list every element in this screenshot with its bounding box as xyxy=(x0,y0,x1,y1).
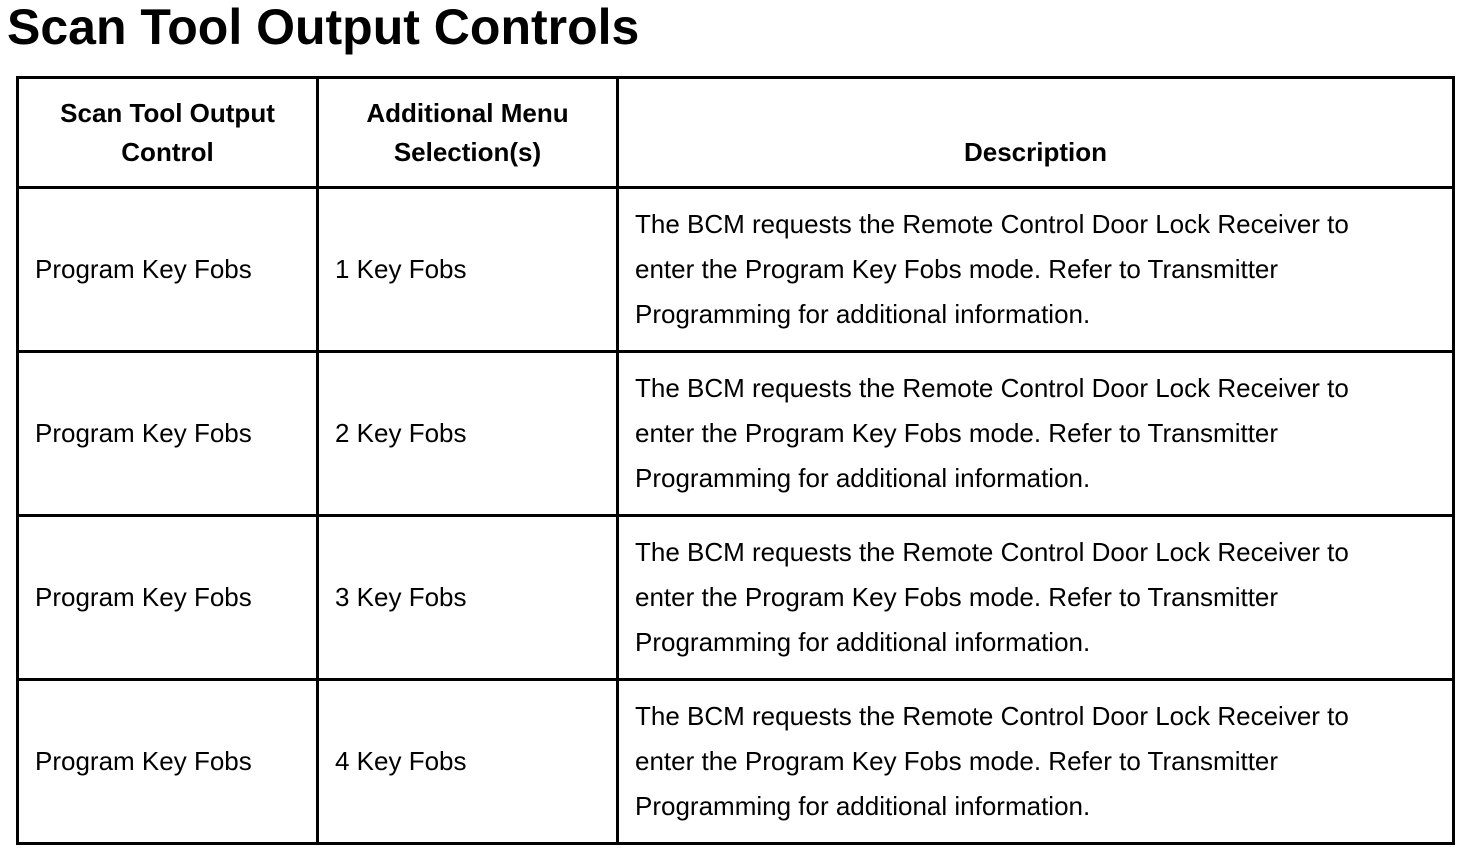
column-header-description: Description xyxy=(618,78,1454,188)
description-cell: The BCM requests the Remote Control Door Lock Receiver to enter the Program Key Fobs mode. Refer to Transmitter Programming for additional information. xyxy=(618,516,1454,680)
page-title: Scan Tool Output Controls xyxy=(7,0,640,55)
table-header xyxy=(18,78,1454,188)
output-control-cell: Program Key Fobs xyxy=(18,516,318,680)
table-row xyxy=(18,516,1454,680)
header-row xyxy=(18,78,1454,188)
table-body xyxy=(18,188,1454,844)
menu-selection-cell: 4 Key Fobs xyxy=(318,680,618,844)
description-cell: The BCM requests the Remote Control Door Lock Receiver to enter the Program Key Fobs mode. Refer to Transmitter Programming for additional information. xyxy=(618,352,1454,516)
output-controls-table-container xyxy=(16,76,1452,866)
description-cell: The BCM requests the Remote Control Door Lock Receiver to enter the Program Key Fobs mode. Refer to Transmitter Programming for additional information. xyxy=(618,680,1454,844)
output-control-cell: Program Key Fobs xyxy=(18,680,318,844)
output-control-cell: Program Key Fobs xyxy=(18,352,318,516)
menu-selection-cell: 3 Key Fobs xyxy=(318,516,618,680)
table-row xyxy=(18,352,1454,516)
menu-selection-cell: 2 Key Fobs xyxy=(318,352,618,516)
column-header-output-control: Scan Tool Output Control xyxy=(18,78,318,188)
table-row xyxy=(18,188,1454,352)
output-controls-table xyxy=(16,76,1455,845)
column-header-menu-selections: Additional Menu Selection(s) xyxy=(318,78,618,188)
table-row xyxy=(18,680,1454,844)
description-cell: The BCM requests the Remote Control Door Lock Receiver to enter the Program Key Fobs mode. Refer to Transmitter Programming for additional information. xyxy=(618,188,1454,352)
menu-selection-cell: 1 Key Fobs xyxy=(318,188,618,352)
output-control-cell: Program Key Fobs xyxy=(18,188,318,352)
